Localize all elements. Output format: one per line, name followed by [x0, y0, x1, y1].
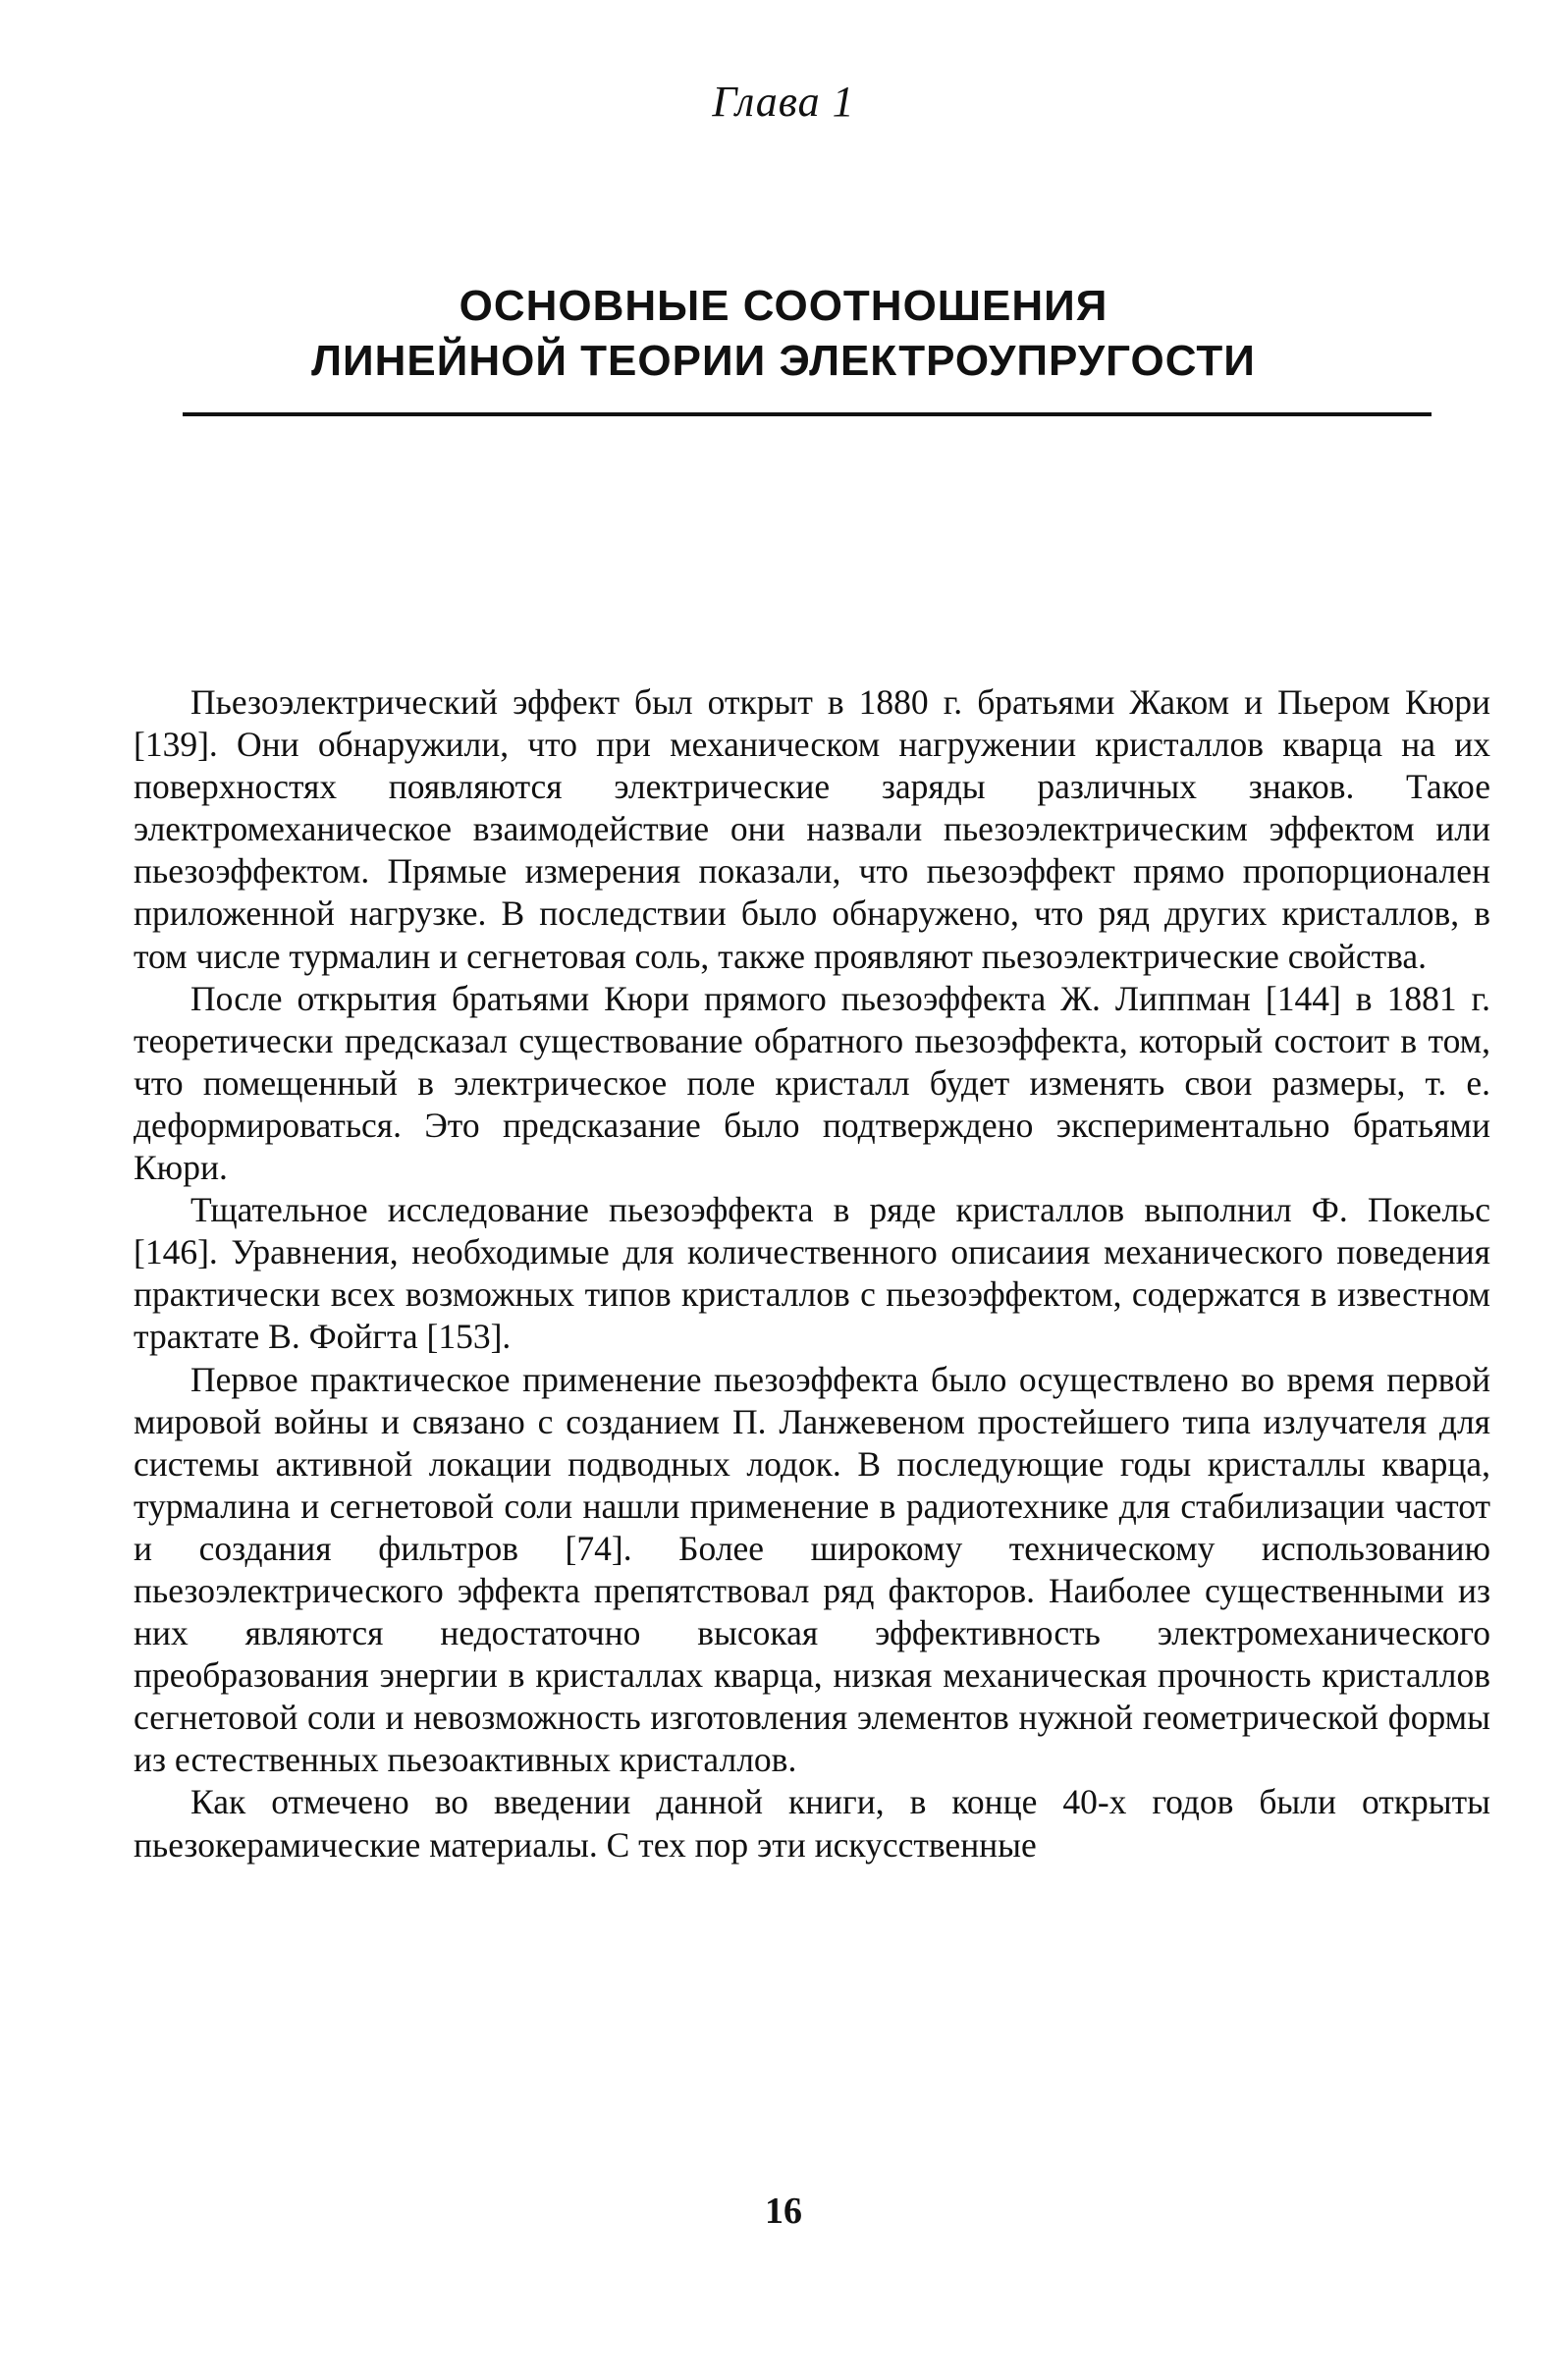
chapter-title: [0, 279, 1567, 389]
paragraph-5: Как отмечено во введении данной книги, в конце 40-х годов были открыты пьезокерамические материалы. С тех пор эти искусственные: [134, 1782, 1490, 1865]
chapter-label: Глава 1: [712, 78, 855, 126]
paragraph-3: Тщательное исследование пьезоэффекта в ряде кристаллов выполнил Ф. Покельс [146]. Уравнения, необходимые для количественного описаиия механического поведения практически всех возможных типов кристаллов с пьезоэффектом, содержатся в известном трактате В. Фойгта [153].: [134, 1190, 1490, 1357]
chapter-title-line-2: ЛИНЕЙНОЙ ТЕОРИИ ЭЛЕКТРОУПРУГОСТИ: [311, 337, 1256, 385]
page-number: 16: [765, 2191, 802, 2232]
title-divider: [183, 412, 1432, 416]
paragraph-2: После открытия братьями Кюри прямого пьезоэффекта Ж. Липпман [144] в 1881 г. теоретически предсказал существование обратного пьезоэффекта, который состоит в том, что помещенный в электрическое поле кристалл будет изменять свои размеры, т. е. деформироваться. Это предсказание было подтверждено экспериментально братьями Кюри.: [134, 978, 1490, 1188]
paragraph-1: Пьезоэлектрический эффект был открыт в 1880 г. братьями Жаком и Пьером Кюри [139]. Они обнаружили, что при механическом нагружении кристаллов кварца на их поверхностях появляются электрические заряды различных знаков. Такое электромеханическое взаимодействие они назвали пьезоэлектрическим эффектом или пьезоэффектом. Прямые измерения показали, что пьезоэффект прямо пропорционален приложенной нагрузке. В последствии было обнаружено, что ряд других кристаллов, в том числе турмалин и сегнетовая соль, также проявляют пьезоэлектрические свойства.: [134, 682, 1490, 976]
body-text: [134, 681, 1490, 1866]
chapter-title-line-1: ОСНОВНЫЕ СООТНОШЕНИЯ: [459, 282, 1108, 330]
paragraph-4: Первое практическое применение пьезоэффекта было осуществлено во время первой мировой войны и связано с созданием П. Ланжевеном простейшего типа излучателя для системы активной локации подводных лодок. В последующие годы кристаллы кварца, турмалина и сегнетовой соли нашли применение в радиотехнике для стабилизации частот и создания фильтров [74]. Более широкому техническому использованию пьезоэлектрического эффекта препятствовал ряд факторов. Наиболее существенными из них являются недостаточно высокая эффективность электромеханического преобразования энергии в кристаллах кварца, низкая механическая прочность кристаллов сегнетовой соли и невозможность изготовления элементов нужной геометрической формы из естественных пьезоактивных кристаллов.: [134, 1359, 1490, 1780]
